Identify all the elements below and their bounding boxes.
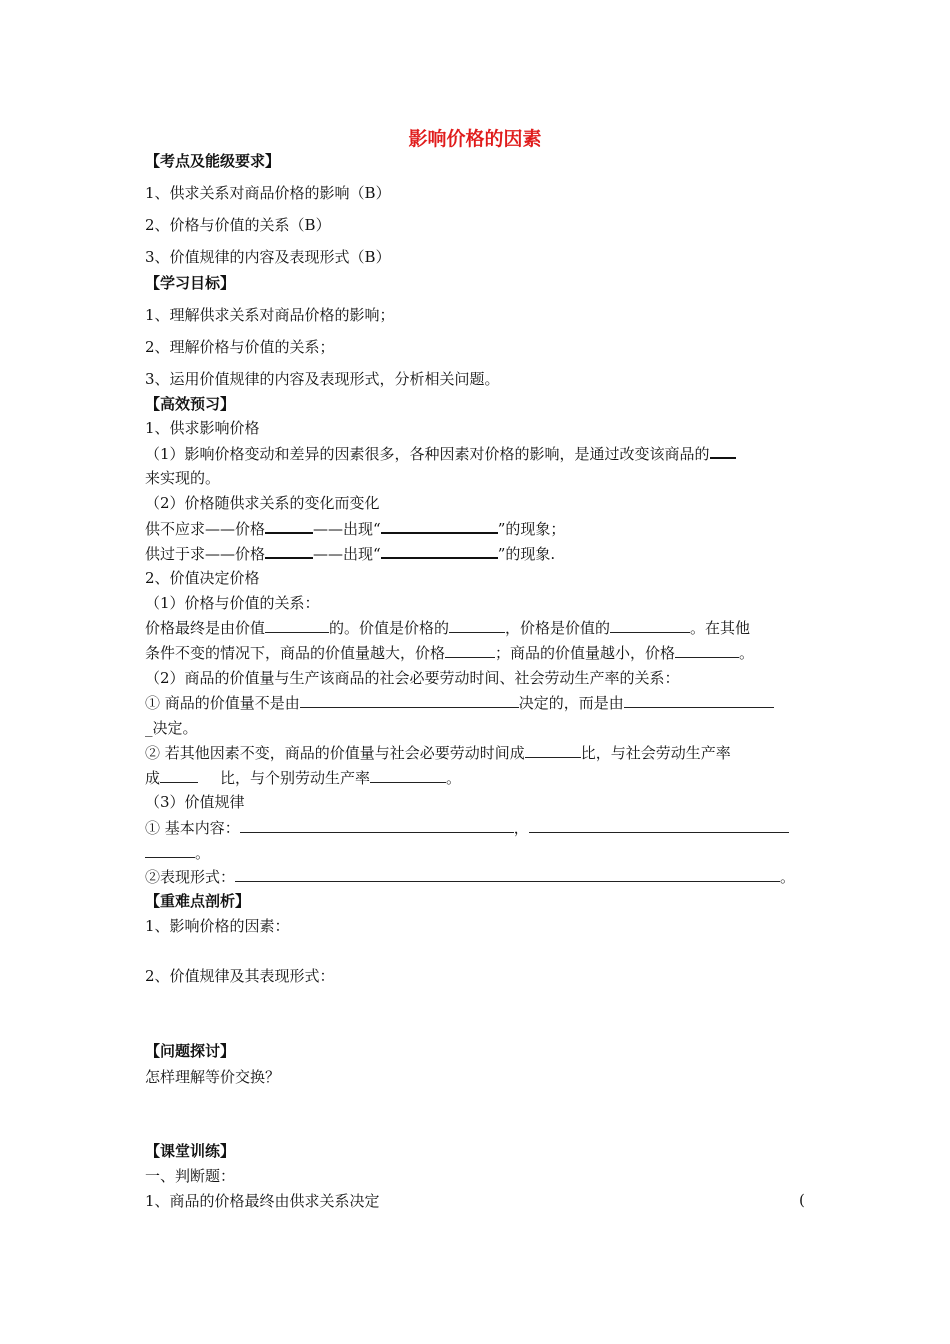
preview-text: ， — [513, 819, 529, 837]
preview-text: 供过于求——价格 — [145, 545, 266, 563]
objective-item: 3、运用价值规律的内容及表现形式，分析相关问题。 — [145, 370, 500, 388]
preview-line — [145, 693, 774, 713]
preview-line: （3）价值规律 — [145, 793, 245, 811]
page-title: 影响价格的因素 — [408, 128, 542, 150]
analysis-item: 1、影响价格的因素： — [145, 917, 290, 935]
preview-line — [145, 618, 750, 638]
blank-field[interactable] — [265, 518, 313, 534]
preview-text: 比，与个别劳动生产率 — [220, 769, 371, 787]
preview-text: ，价格是价值的 — [505, 619, 611, 637]
practice-question: 1、商品的价格最终由供求关系决定 — [145, 1192, 380, 1210]
preview-text: 。 — [780, 868, 796, 886]
preview-text: 比，与社会劳动生产率 — [580, 744, 731, 762]
blank-field[interactable] — [265, 618, 329, 633]
preview-line: 2、价值决定价格 — [145, 569, 260, 587]
requirement-item: 1、供求关系对商品价格的影响（B） — [145, 184, 391, 202]
supply-surplus-line — [145, 543, 555, 564]
practice-subheading: 一、判断题： — [145, 1167, 236, 1185]
blank-field[interactable] — [300, 693, 519, 708]
supply-shortage-line — [145, 518, 565, 539]
requirement-item: 3、价值规律的内容及表现形式（B） — [145, 248, 391, 266]
blank-field[interactable] — [624, 693, 774, 708]
preview-text: 的。价值是价格的 — [329, 619, 450, 637]
preview-line: 1、供求影响价格 — [145, 419, 260, 437]
blank-field[interactable] — [235, 867, 780, 882]
blank-field[interactable] — [525, 743, 581, 758]
preview-text: 。 — [195, 844, 211, 862]
preview-text: ——出现“ — [313, 520, 381, 538]
blank-field[interactable] — [449, 618, 505, 633]
preview-line: （2）商品的价值量与生产该商品的社会必要劳动时间、社会劳动生产率的关系： — [145, 669, 680, 687]
preview-text: ② 若其他因素不变，商品的价值量与社会必要劳动时间成 — [145, 744, 525, 762]
preview-text: 决定的，而是由 — [518, 694, 624, 712]
preview-line: _决定。 — [145, 719, 198, 737]
preview-text: 。 — [446, 769, 462, 787]
preview-line — [145, 743, 731, 763]
preview-text: ”的现象. — [497, 545, 556, 563]
preview-text: 成 — [145, 769, 161, 787]
discussion-question: 怎样理解等价交换？ — [145, 1068, 281, 1086]
preview-text: ②表现形式： — [145, 868, 236, 886]
section-heading-preview: 【高效预习】 — [145, 395, 236, 413]
section-heading-requirements: 【考点及能级要求】 — [145, 152, 281, 170]
preview-text: 。 — [739, 644, 755, 662]
blank-field[interactable] — [240, 818, 514, 833]
blank-field[interactable] — [160, 768, 198, 783]
preview-text: ① 商品的价值量不是由 — [145, 694, 300, 712]
preview-line — [145, 443, 736, 464]
preview-line: （2）价格随供求关系的变化而变化 — [145, 494, 380, 512]
preview-text: ；商品的价值量越小，价格 — [495, 644, 676, 662]
answer-parenthesis: ( — [799, 1191, 805, 1209]
requirement-item: 2、价格与价值的关系（B） — [145, 216, 331, 234]
blank-field[interactable] — [145, 843, 195, 858]
objective-item: 1、理解供求关系对商品价格的影响； — [145, 306, 395, 324]
preview-text: 价格最终是由价值 — [145, 619, 266, 637]
preview-text: 条件不变的情况下，商品的价值量越大，价格 — [145, 644, 446, 662]
preview-text: ——出现“ — [313, 545, 381, 563]
blank-field[interactable] — [265, 543, 313, 559]
section-heading-analysis: 【重难点剖析】 — [145, 892, 251, 910]
blank-field[interactable] — [675, 643, 739, 658]
preview-line — [145, 843, 210, 863]
preview-text: （1）影响价格变动和差异的因素很多，各种因素对价格的影响，是通过改变该商品的 — [145, 445, 710, 463]
blank-field[interactable] — [381, 518, 498, 534]
blank-field[interactable] — [381, 543, 498, 559]
preview-text: 供不应求——价格 — [145, 520, 266, 538]
preview-line: 来实现的。 — [145, 469, 221, 487]
preview-line — [145, 818, 789, 838]
preview-line: （1）价格与价值的关系： — [145, 594, 320, 612]
section-heading-discussion: 【问题探讨】 — [145, 1042, 236, 1060]
blank-field[interactable] — [445, 643, 495, 658]
preview-text: ”的现象； — [497, 520, 566, 538]
blank-field[interactable] — [710, 443, 736, 459]
blank-field[interactable] — [529, 818, 789, 833]
preview-text: ① 基本内容： — [145, 819, 240, 837]
preview-line — [145, 643, 754, 663]
preview-line — [145, 768, 461, 788]
preview-text: 。在其他 — [690, 619, 751, 637]
section-heading-practice: 【课堂训练】 — [145, 1142, 236, 1160]
section-heading-objectives: 【学习目标】 — [145, 274, 236, 292]
preview-line — [145, 867, 795, 887]
objective-item: 2、理解价格与价值的关系； — [145, 338, 335, 356]
blank-field[interactable] — [610, 618, 690, 633]
blank-field[interactable] — [370, 768, 446, 783]
analysis-item: 2、价值规律及其表现形式： — [145, 967, 335, 985]
